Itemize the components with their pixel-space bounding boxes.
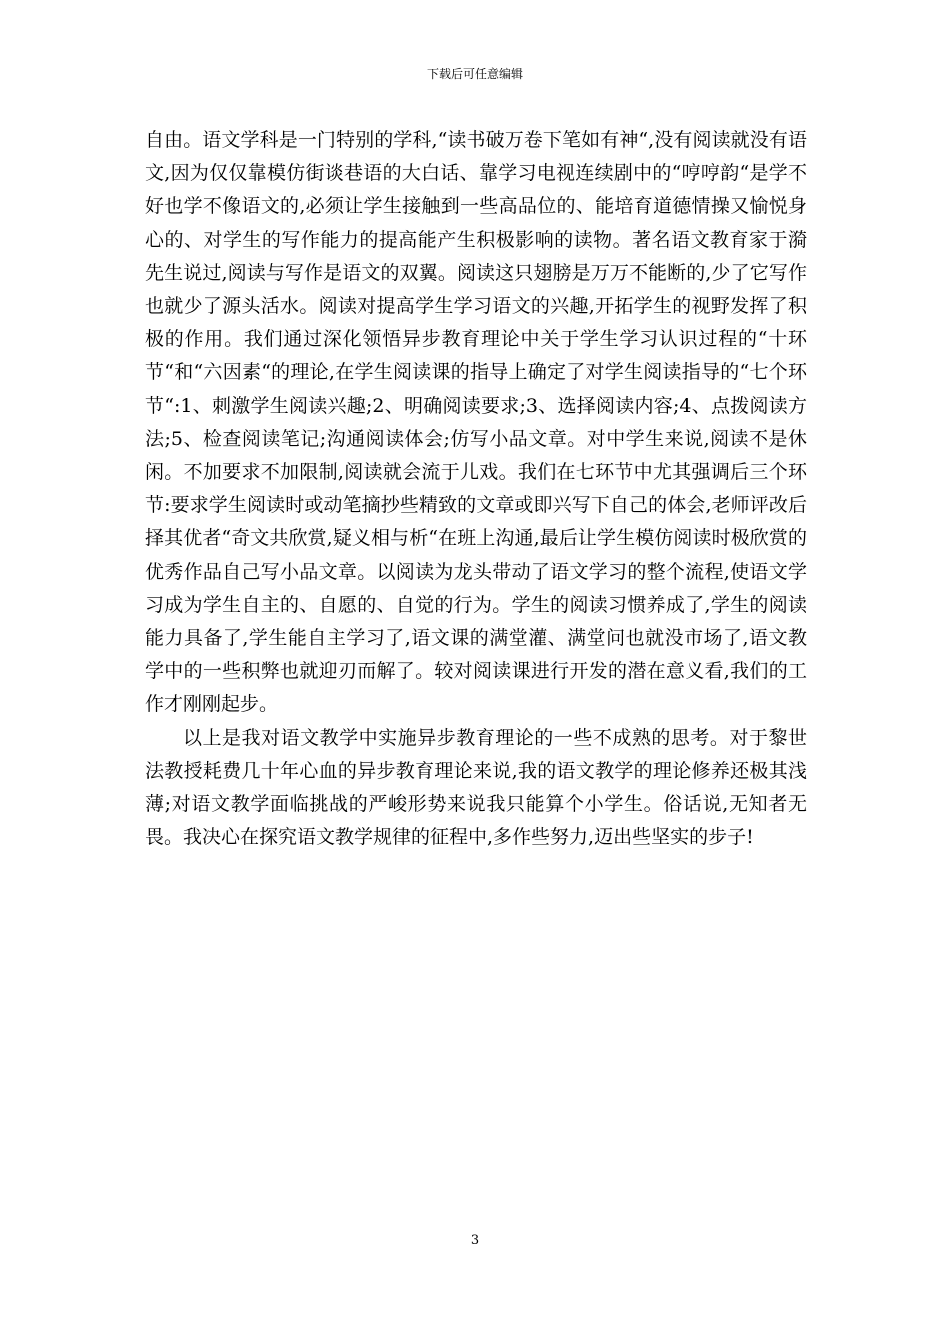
- paragraph-conclusion: 以上是我对语文教学中实施异步教育理论的一些不成熟的思考。对于黎世法教授耗费几十年心血的异步教育理论来说,我的语文教学的理论修养还极其浅薄;对语文教学面临挑战的严峻形势来说我只能算个小学生。俗话说,无知者无畏。我决心在探究语文教学规律的征程中,多作些努力,迈出些坚实的步子!: [145, 726, 807, 849]
- page-header: 下载后可任意编辑: [426, 67, 523, 81]
- document-body: [145, 124, 807, 854]
- page-number: 3: [470, 1233, 480, 1248]
- paragraph-continued: 自由。语文学科是一门特别的学科,“读书破万卷下笔如有神“,没有阅读就没有语文,因为仅仅靠模仿街谈巷语的大白话、靠学习电视连续剧中的“哼哼韵“是学不好也学不像语文的,必须让学生接触到一些高品位的、能培育道德情操又愉悦身心的、对学生的写作能力的提高能产生积极影响的读物。著名语文教育家于漪先生说过,阅读与写作是语文的双翼。阅读这只翅膀是万万不能断的,少了它写作也就少了源头活水。阅读对提高学生学习语文的兴趣,开拓学生的视野发挥了积极的作用。我们通过深化领悟异步教育理论中关于学生学习认识过程的“十环节“和“六因素“的理论,在学生阅读课的指导上确定了对学生阅读指导的“七个环节“:1、刺激学生阅读兴趣;2、明确阅读要求;3、选择阅读内容;4、点拨阅读方法;5、检查阅读笔记;沟通阅读体会;仿写小品文章。对中学生来说,阅读不是休闲。不加要求不加限制,阅读就会流于儿戏。我们在七环节中尤其强调后三个环节:要求学生阅读时或动笔摘抄些精致的文章或即兴写下自己的体会,老师评改后择其优者“奇文共欣赏,疑义相与析“在班上沟通,最后让学生模仿阅读时极欣赏的优秀作品自己写小品文章。以阅读为龙头带动了语文学习的整个流程,使语文学习成为学生自主的、自愿的、自觉的行为。学生的阅读习惯养成了,学生的阅读能力具备了,学生能自主学习了,语文课的满堂灌、满堂问也就没市场了,语文教学中的一些积弊也就迎刃而解了。较对阅读课进行开发的潜在意义看,我们的工作才刚刚起步。: [145, 129, 807, 716]
